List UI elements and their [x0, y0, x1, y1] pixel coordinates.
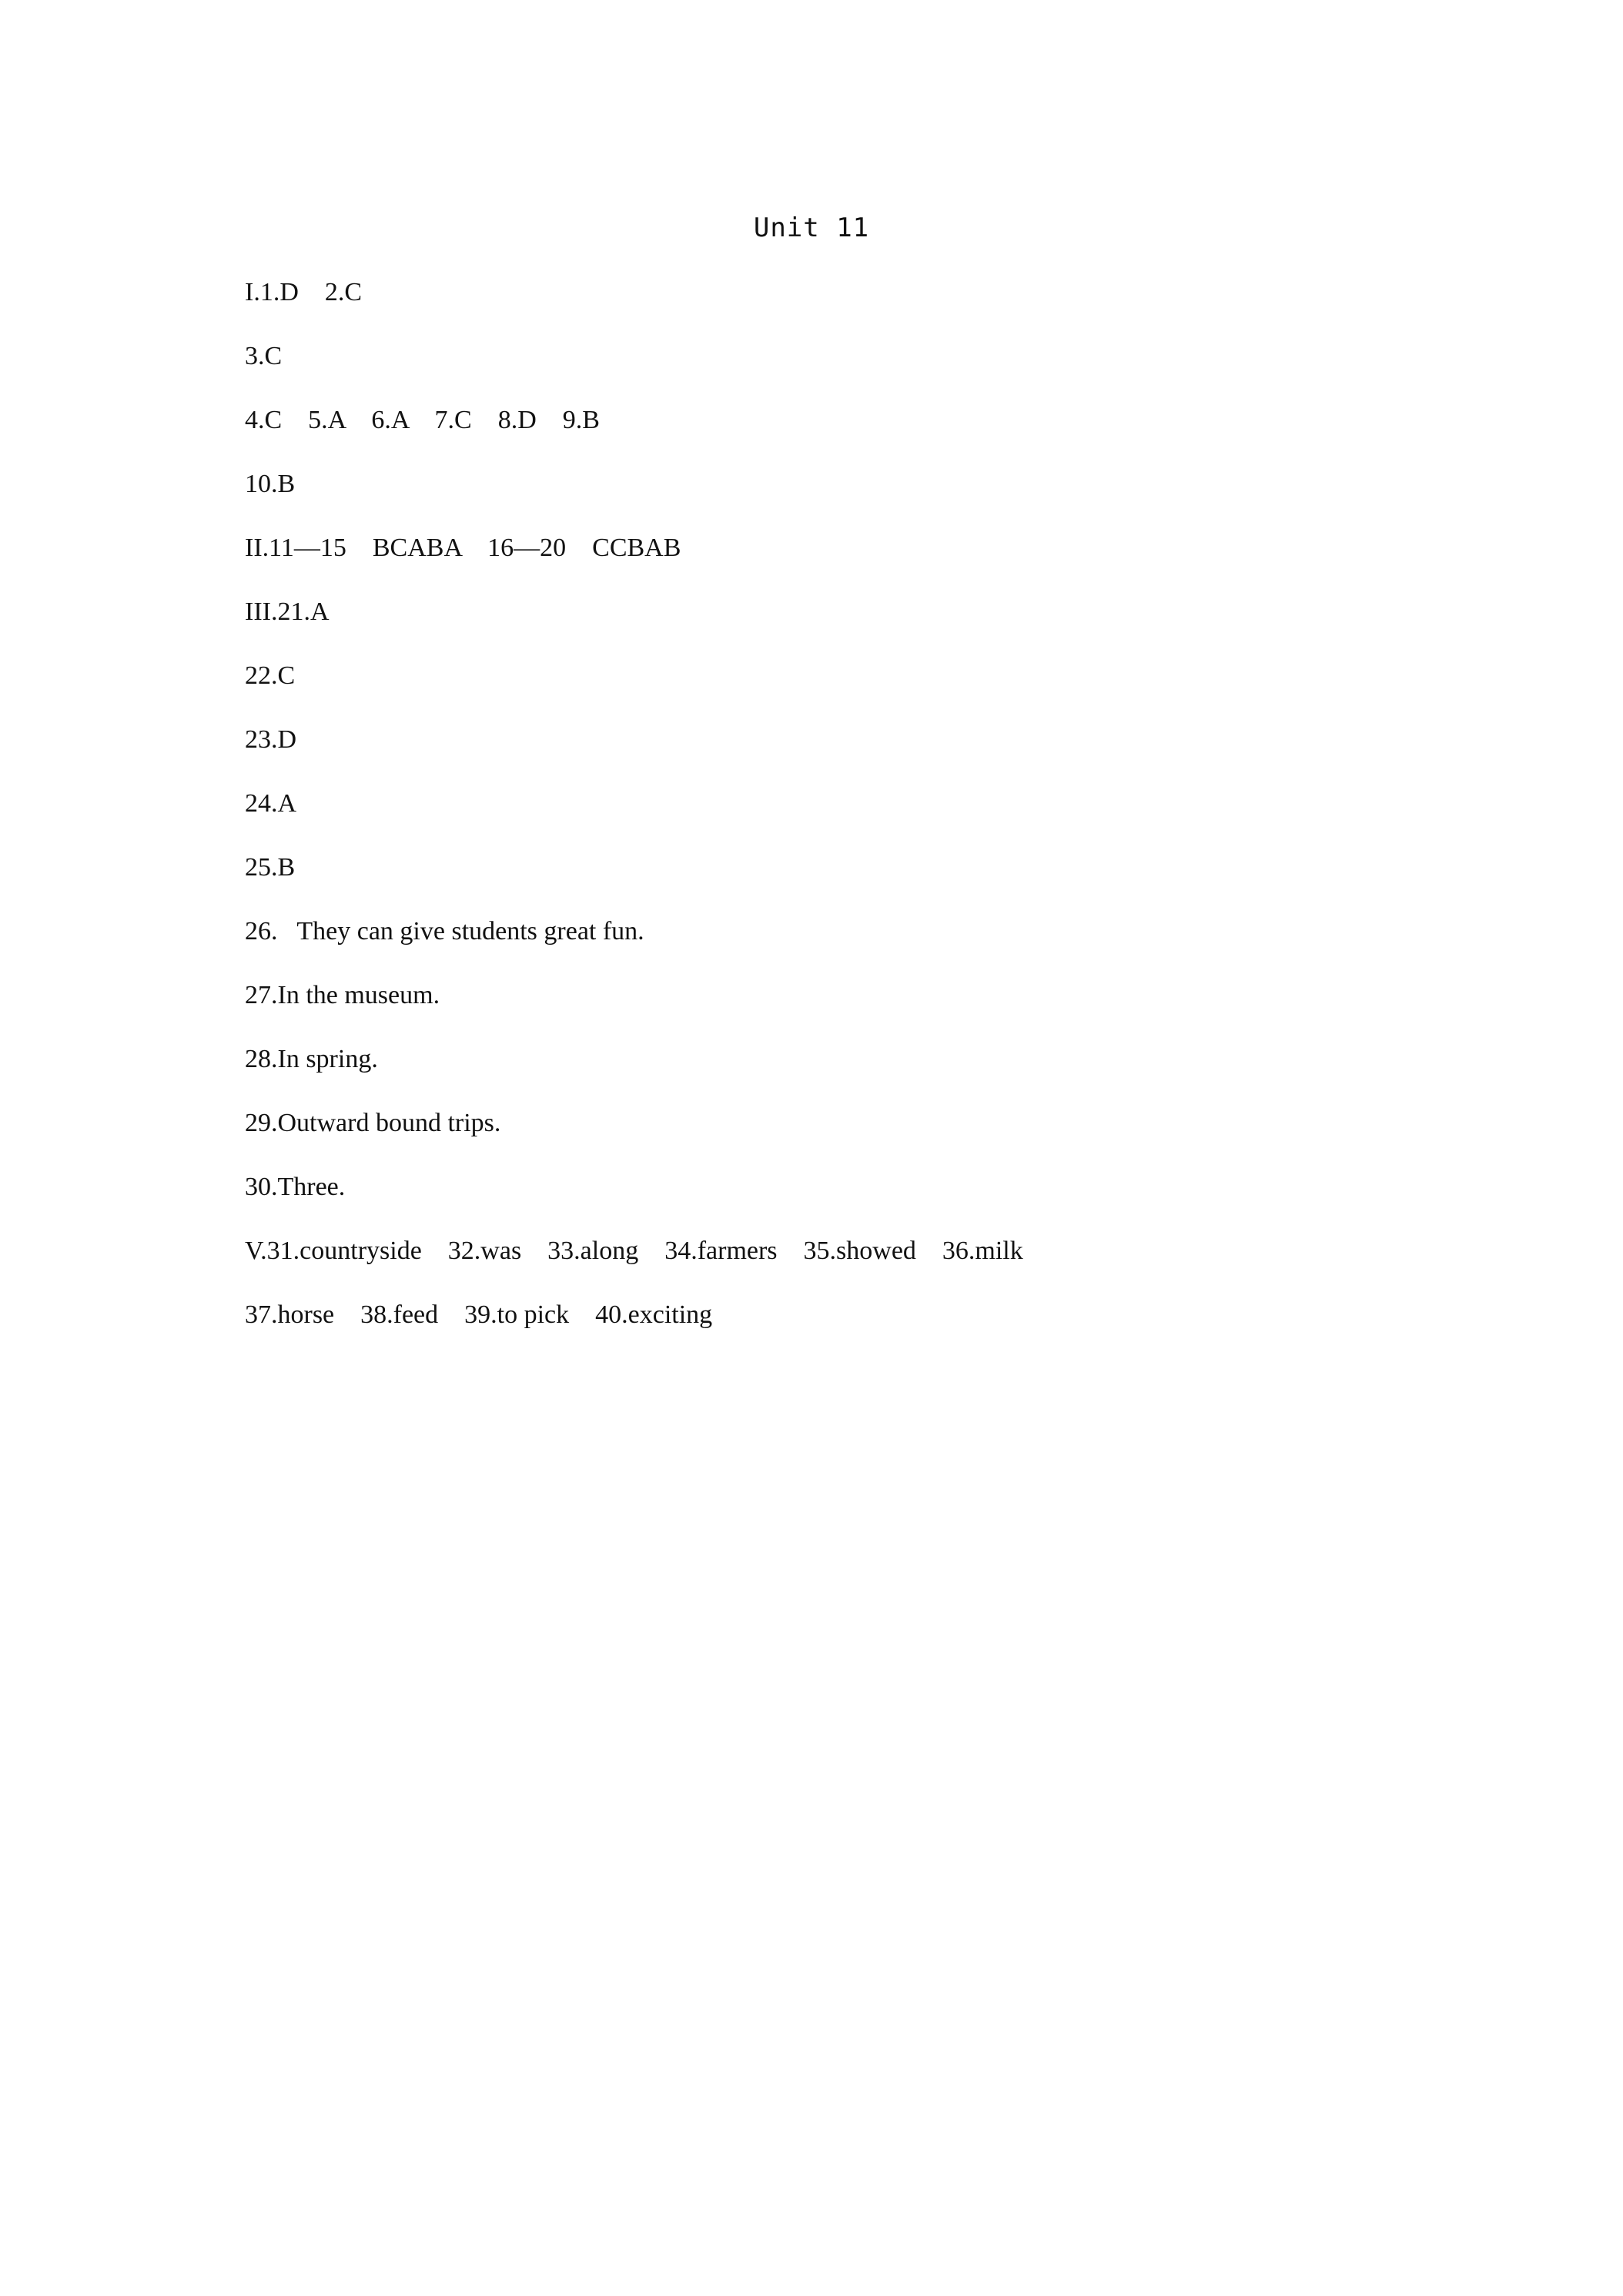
answer-list	[245, 274, 1554, 1361]
answer-line: 4.C 5.A 6.A 7.C 8.D 9.B	[245, 406, 600, 434]
answer-line: I.1.D 2.C	[245, 278, 363, 306]
answer-line: 37.horse 38.feed 39.to pick 40.exciting	[245, 1300, 713, 1329]
answer-line: V.31.countryside 32.was 33.along 34.farmers 35.showed 36.milk	[245, 1237, 1023, 1265]
answer-line: 30.Three.	[245, 1173, 346, 1201]
answer-line: 28.In spring.	[245, 1045, 378, 1073]
page-title: Unit 11	[753, 213, 870, 243]
answer-line: 3.C	[245, 342, 283, 370]
answer-line: 22.C	[245, 661, 296, 690]
answer-line: II.11—15 BCABA 16—20 CCBAB	[245, 534, 681, 562]
answer-line: III.21.A	[245, 597, 330, 626]
answer-line: 27.In the museum.	[245, 981, 440, 1009]
answer-line: 23.D	[245, 725, 297, 754]
answer-line: 29.Outward bound trips.	[245, 1109, 501, 1137]
answer-line: 24.A	[245, 789, 297, 818]
answer-line: 10.B	[245, 470, 296, 498]
answer-line: 25.B	[245, 853, 296, 882]
answer-line: 26. They can give students great fun.	[245, 917, 644, 946]
